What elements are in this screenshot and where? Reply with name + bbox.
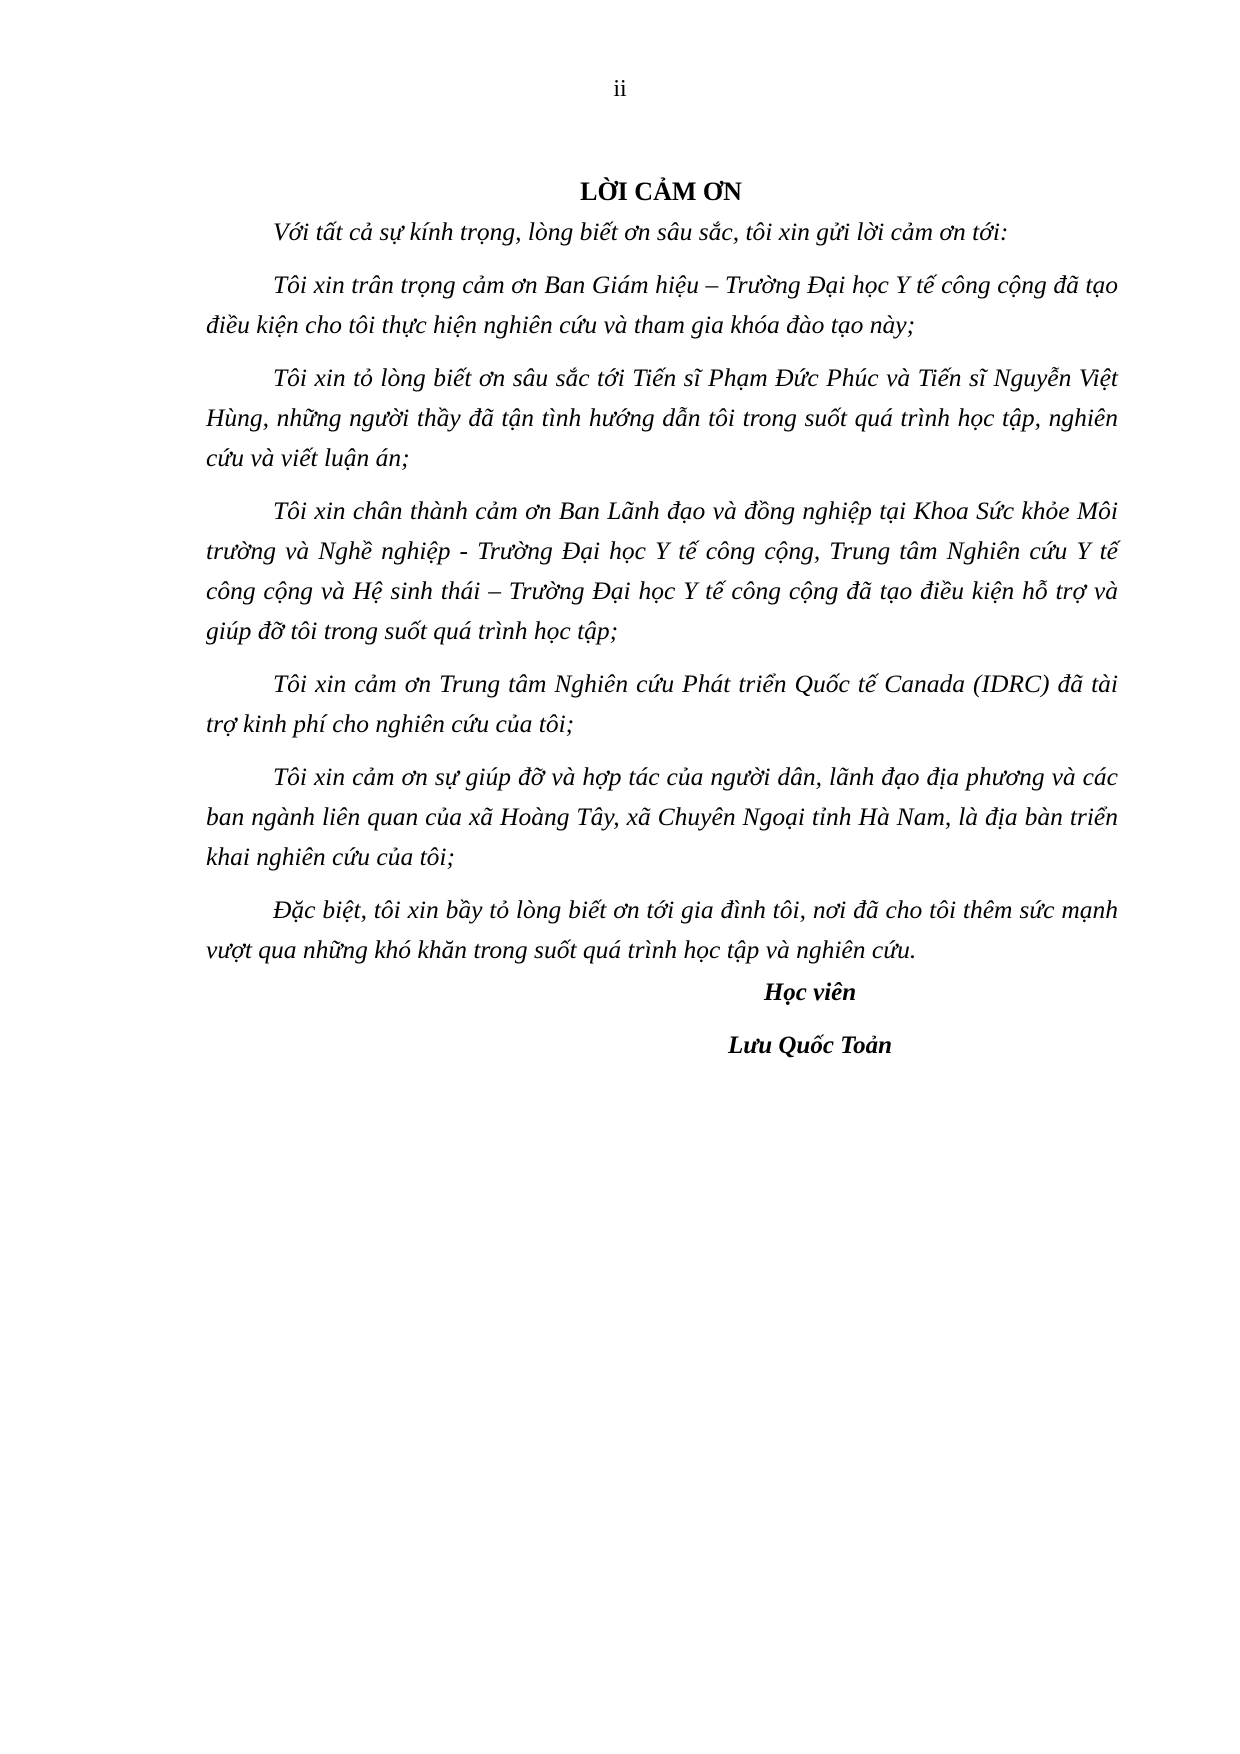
paragraph-family: Đặc biệt, tôi xin bầy tỏ lòng biết ơn tới gia đình tôi, nơi đã cho tôi thêm sức mạnh vượt qua những khó khăn trong suốt quá trình học tập và nghiên cứu.	[206, 895, 1118, 964]
acknowledgement-body	[206, 212, 1118, 983]
paragraph-local-community: Tôi xin cảm ơn sự giúp đỡ và hợp tác của người dân, lãnh đạo địa phương và các ban ngành liên quan của xã Hoàng Tây, xã Chuyên Ngoại tỉnh Hà Nam, là địa bàn triển khai nghiên cứu của tôi;	[206, 762, 1118, 871]
page-number: ii	[613, 76, 627, 102]
signature-role: Học viên	[763, 979, 857, 1006]
paragraph-supervisors: Tôi xin tỏ lòng biết ơn sâu sắc tới Tiến sĩ Phạm Đức Phúc và Tiến sĩ Nguyễn Việt Hùng, những người thầy đã tận tình hướng dẫn tôi trong suốt quá trình học tập, nghiên cứu và viết luận án;	[206, 363, 1118, 472]
paragraph-colleagues: Tôi xin chân thành cảm ơn Ban Lãnh đạo và đồng nghiệp tại Khoa Sức khỏe Môi trường và Nghề nghiệp - Trường Đại học Y tế công cộng, Trung tâm Nghiên cứu Y tế công cộng và Hệ sinh thái – Trường Đại học Y tế công cộng đã tạo điều kiện hỗ trợ và giúp đỡ tôi trong suốt quá trình học tập;	[206, 496, 1118, 645]
paragraph-school-board: Tôi xin trân trọng cảm ơn Ban Giám hiệu – Trường Đại học Y tế công cộng đã tạo điều kiện cho tôi thực hiện nghiên cứu và tham gia khóa đào tạo này;	[206, 270, 1118, 339]
page-title: LỜI CẢM ƠN	[580, 177, 742, 206]
paragraph-funding: Tôi xin cảm ơn Trung tâm Nghiên cứu Phát triển Quốc tế Canada (IDRC) đã tài trợ kinh phí cho nghiên cứu của tôi;	[206, 669, 1118, 738]
intro-paragraph: Với tất cả sự kính trọng, lòng biết ơn sâu sắc, tôi xin gửi lời cảm ơn tới:	[273, 217, 1009, 246]
signature-name: Lưu Quốc Toản	[727, 1032, 893, 1059]
